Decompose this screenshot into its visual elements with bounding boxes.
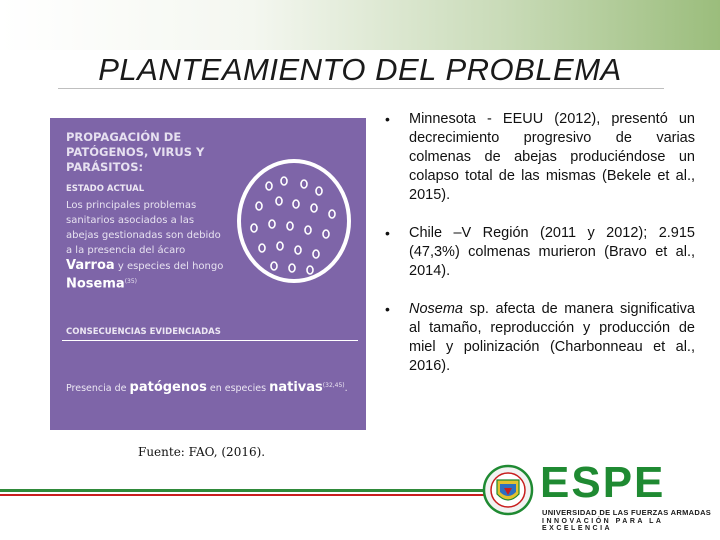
presence-end: . <box>344 383 348 394</box>
infographic-body <box>66 198 226 292</box>
bullet-text: Chile –V Región (2011 y 2012); 2.915 (47,3%) colmenas murieron (Bravo et al., 2014). <box>409 225 695 279</box>
infographic-nosema-ref: (35) <box>124 278 138 285</box>
infographic-varroa-rest: y especies del hongo <box>117 261 224 272</box>
bullet-list <box>385 110 695 395</box>
presence-pathogens: patógenos <box>129 380 207 395</box>
infographic-nosema: Nosema <box>66 276 125 292</box>
bullet-text: Minnesota - EEUU (2012), presentó un decrecimiento progresivo de varias colmenas de abejas produciéndose un colapso total de las mismas (Bekele et al., 2015). <box>409 111 695 203</box>
header-gradient-band <box>0 0 720 50</box>
bullet-marker: • <box>385 301 390 317</box>
fao-infographic <box>50 118 366 430</box>
presence-native: nativas <box>269 380 323 395</box>
bullet-marker: • <box>385 111 390 127</box>
infographic-body-text: Los principales problemas sanitarios asociados a las abejas gestionadas son debido a la presencia del ácaro <box>66 200 221 256</box>
bullet-marker: • <box>385 225 390 241</box>
bullet-text: sp. afecta de manera significativa al tamaño, reproducción y producción de miel y polinización (Charbonneau et al., 2016). <box>409 301 695 374</box>
espe-motto: INNOVACIÓN PARA LA EXCELENCIA <box>542 518 664 532</box>
infographic-divider <box>62 340 358 341</box>
espe-logo-text: ESPE <box>540 458 666 507</box>
presence-prefix: Presencia de <box>66 383 127 394</box>
infographic-varroa: Varroa <box>66 258 115 273</box>
bullet-item-chile <box>385 224 695 281</box>
espe-shield-icon <box>482 462 534 520</box>
title-divider <box>58 88 664 89</box>
presence-ref: (32,45) <box>322 381 345 389</box>
infographic-heading: PROPAGACIÓN DE PATÓGENOS, VIRUS Y PARÁSITOS: <box>66 130 205 174</box>
footer-stripes <box>0 489 520 497</box>
presence-mid: en especies <box>209 383 267 394</box>
infographic-presence <box>66 380 366 395</box>
bullet-item-nosema <box>385 300 695 376</box>
bullet-item-minnesota <box>385 110 695 205</box>
espe-university-name: UNIVERSIDAD DE LAS FUERZAS ARMADAS <box>542 508 712 517</box>
footer-green-line <box>0 489 520 492</box>
image-source-caption: Fuente: FAO, (2016). <box>138 445 266 459</box>
bullet-italic-term: Nosema <box>409 301 463 317</box>
microscope-pathogen-icon <box>234 156 354 286</box>
infographic-consequences: CONSECUENCIAS EVIDENCIADAS <box>66 327 221 337</box>
infographic-subheading: ESTADO ACTUAL <box>66 184 145 194</box>
footer-red-line <box>0 494 520 496</box>
slide-title: PLANTEAMIENTO DEL PROBLEMA <box>98 52 622 87</box>
